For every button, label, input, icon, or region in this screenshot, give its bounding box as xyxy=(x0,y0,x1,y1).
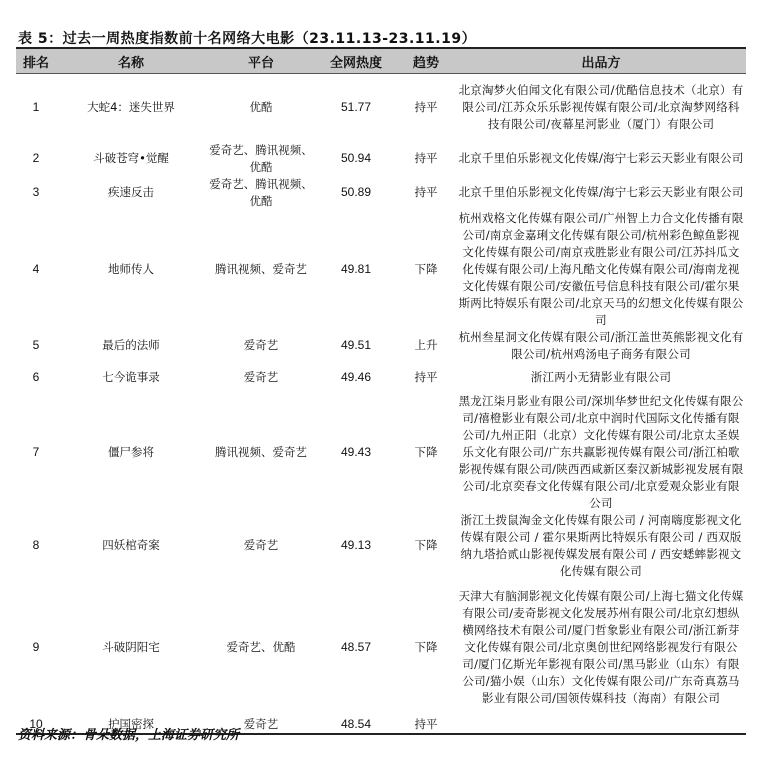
row-platform: 爱奇艺 xyxy=(206,716,316,734)
row-rank: 6 xyxy=(32,370,40,384)
row-rank: 2 xyxy=(32,151,40,165)
table-row xyxy=(16,512,746,580)
row-trend: 持平 xyxy=(414,370,438,384)
row-trend: 持平 xyxy=(414,185,438,199)
table-row xyxy=(16,74,746,142)
row-name: 护国密探 xyxy=(56,716,206,734)
row-platform: 爱奇艺、优酷 xyxy=(226,640,296,654)
row-name: 疾速反击 xyxy=(108,185,154,199)
row-platform: 爱奇艺、腾讯视频、优酷 xyxy=(209,142,313,174)
row-heat: 51.77 xyxy=(340,100,372,115)
header-trend: 趋势 xyxy=(396,48,456,74)
row-producer xyxy=(456,716,746,734)
row-name: 斗破苍穹•觉醒 xyxy=(93,151,169,165)
row-trend: 上升 xyxy=(414,338,438,352)
row-name: 四妖棺奇案 xyxy=(102,538,160,552)
row-platform: 优酷 xyxy=(249,100,273,115)
header-rank: 排名 xyxy=(16,48,56,74)
row-heat: 49.43 xyxy=(340,444,372,459)
row-heat: 48.57 xyxy=(340,640,372,654)
row-trend: 下降 xyxy=(414,538,438,552)
row-trend: 下降 xyxy=(414,444,438,459)
row-name: 最后的法师 xyxy=(102,338,160,352)
row-platform: 爱奇艺 xyxy=(243,538,279,552)
row-name: 僵尸参将 xyxy=(108,444,154,459)
table-row xyxy=(16,329,746,363)
table-row xyxy=(16,393,746,512)
row-platform: 爱奇艺、腾讯视频、优酷 xyxy=(209,176,313,208)
row-producer: 北京淘梦火伯闻文化有限公司/优酷信息技术（北京）有限公司/江苏众乐乐影视传媒有限公司/北京淘梦网络科技有限公司/夜幕星河影业（厦门）有限公司 xyxy=(458,83,744,132)
row-rank: 9 xyxy=(32,640,40,654)
row-rank: 3 xyxy=(32,185,40,199)
row-rank: 7 xyxy=(32,444,40,459)
header-heat: 全网热度 xyxy=(316,48,396,74)
row-heat: 50.89 xyxy=(340,185,372,199)
table-row xyxy=(16,363,746,393)
row-producer: 浙江土拨鼠淘金文化传媒有限公司 / 河南嗨度影视文化传媒有限公司 / 霍尔果斯两比特娱乐有限公司 / 西双版纳九塔拾贰山影视传媒发展有限公司 / 西安蟋蟀影视文化传媒有限公司 xyxy=(460,512,742,578)
row-rank: 10 xyxy=(16,716,56,734)
row-name: 七今诡事录 xyxy=(102,370,160,384)
row-producer: 北京千里伯乐影视文化传媒/海宁七彩云天影业有限公司 xyxy=(458,185,744,199)
row-trend: 持平 xyxy=(414,151,438,165)
source-note: 资料来源：骨朵数据，上海证券研究所 xyxy=(18,728,240,743)
row-name: 地师传人 xyxy=(108,261,154,276)
row-heat: 49.51 xyxy=(340,338,372,352)
table-row xyxy=(16,142,746,176)
ranking-table xyxy=(16,47,746,735)
row-heat: 49.13 xyxy=(340,538,372,552)
header-platform: 平台 xyxy=(206,48,316,74)
row-producer: 杭州叁星洞文化传媒有限公司/浙江盖世英熊影视文化有限公司/杭州鸡汤电子商务有限公司 xyxy=(458,329,744,361)
table-row xyxy=(16,176,746,210)
header-name: 名称 xyxy=(56,48,206,74)
row-heat: 48.54 xyxy=(316,716,396,734)
row-name: 大蛇4：迷失世界 xyxy=(87,100,175,115)
row-producer: 北京千里伯乐影视文化传媒/海宁七彩云天影业有限公司 xyxy=(458,151,744,165)
row-producer: 天津大有脑洞影视文化传媒有限公司/上海七猫文化传媒有限公司/麦奇影视文化发展苏州有限公司/北京幻想纵横网络技术有限公司/厦门哲象影业有限公司/浙江新芽文化传媒有限公司/北京奥创世纪网络影视发行有限公司/厦门亿斯光年影视有限公司/黑马影业（山东）有限公司/猫小娱（山东）文化传媒有限公司/广东奇真荔马影业有限公司/国领传媒科技（海南）有限公司 xyxy=(458,589,744,705)
row-producer: 浙江两小无猜影业有限公司 xyxy=(530,370,672,384)
row-platform: 爱奇艺 xyxy=(243,370,279,384)
row-platform: 腾讯视频、爱奇艺 xyxy=(215,444,307,459)
row-rank: 5 xyxy=(32,338,40,352)
row-rank: 4 xyxy=(32,261,40,276)
row-rank: 1 xyxy=(32,100,40,115)
row-producer: 黑龙江柒月影业有限公司/深圳华梦世纪文化传媒有限公司/禧橙影业有限公司/北京中润时代国际文化传播有限公司/九州正阳（北京）文化传媒有限公司/北京太圣娱乐文化有限公司/广东共赢影视传媒有限公司/浙江柏歌影视传媒有限公司/陕西西咸新区秦汉新城影视发展有限公司/北京奕春文化传媒有限公司/北京爱观众影业有限公司 xyxy=(458,393,744,510)
table-row xyxy=(16,210,746,329)
table-header-row xyxy=(16,48,746,74)
row-name: 斗破阴阳宅 xyxy=(102,640,160,654)
row-heat: 49.46 xyxy=(340,370,372,384)
row-platform: 腾讯视频、爱奇艺 xyxy=(215,261,307,276)
table-title: 表 5：过去一周热度指数前十名网络大电影（23.11.13-23.11.19） xyxy=(18,31,477,47)
row-rank: 8 xyxy=(32,538,40,552)
row-trend: 下降 xyxy=(414,640,438,654)
table-row xyxy=(16,580,746,716)
row-trend: 下降 xyxy=(414,261,438,276)
row-platform: 爱奇艺 xyxy=(243,338,279,352)
row-trend: 持平 xyxy=(414,100,438,115)
row-producer: 杭州戏格文化传媒有限公司/广州智上力合文化传播有限公司/南京金嘉琍文化传媒有限公司/杭州彩色鲸鱼影视文化传媒有限公司/南京戎胜影业有限公司/江苏抖瓜文化传媒有限公司/上海凡酷文化传媒有限公司/海南龙视文化传媒有限公司/安徽伍号信息科技有限公司/霍尔果斯两比特娱乐有限公司/北京天马的幻想文化传媒有限公司 xyxy=(458,210,744,327)
row-heat: 50.94 xyxy=(340,151,372,165)
header-producer: 出品方 xyxy=(456,48,746,74)
row-trend: 持平 xyxy=(396,716,456,734)
row-heat: 49.81 xyxy=(340,261,372,276)
